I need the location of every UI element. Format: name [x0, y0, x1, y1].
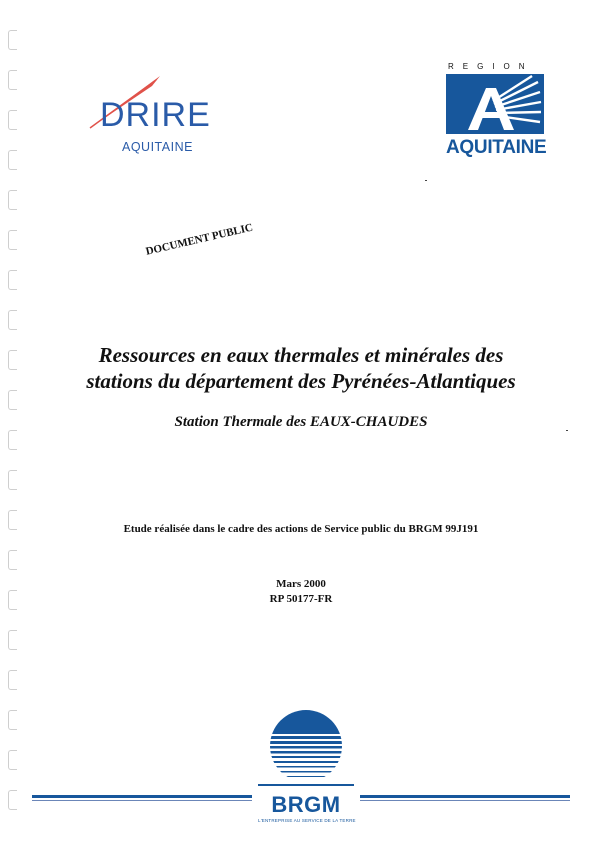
binding-ring	[8, 750, 17, 770]
binding-ring	[8, 670, 17, 690]
report-date: Mars 2000	[276, 578, 326, 590]
bottom-rule-left	[32, 795, 252, 798]
bottom-rule-right-thin	[360, 800, 570, 801]
drire-wordmark: DRIRE	[100, 96, 211, 134]
region-emblem-icon	[446, 74, 544, 134]
title-line-2: stations du département des Pyrénées-Atlantiques	[86, 369, 516, 393]
brgm-logo	[258, 708, 354, 828]
binding-ring	[8, 310, 17, 330]
bottom-rule-right	[360, 795, 570, 798]
station-subtitle: Station Thermale des EAUX-CHAUDES	[174, 414, 428, 430]
brgm-tagline: L'ENTREPRISE AU SERVICE DE LA TERRE	[258, 818, 356, 823]
binding-ring	[8, 390, 17, 410]
binding-ring	[8, 510, 17, 530]
binding-ring	[8, 270, 17, 290]
binding-ring	[8, 190, 17, 210]
region-label: REGION	[448, 62, 534, 71]
binding-ring	[8, 70, 17, 90]
brgm-globe-icon	[258, 708, 354, 792]
region-name: AQUITAINE	[446, 137, 547, 158]
binding-ring	[8, 630, 17, 650]
bottom-rule-left-thin	[32, 800, 252, 801]
study-statement: Etude réalisée dans le cadre des actions de Service public du BRGM 99J191	[123, 523, 479, 535]
binding-ring	[8, 230, 17, 250]
binding-ring	[8, 590, 17, 610]
binding-ring	[8, 110, 17, 130]
binding-ring	[8, 350, 17, 370]
binding-ring	[8, 30, 17, 50]
scan-speck	[425, 180, 427, 181]
title-line-1: Ressources en eaux thermales et minérales des	[98, 343, 504, 367]
binding-ring	[8, 430, 17, 450]
binding-ring	[8, 470, 17, 490]
binding-ring	[8, 550, 17, 570]
drire-logo	[86, 74, 216, 164]
binding-rings	[8, 30, 22, 830]
binding-ring	[8, 790, 17, 810]
region-aquitaine-logo	[440, 60, 550, 160]
drire-subtitle: AQUITAINE	[122, 140, 193, 154]
report-reference: RP 50177-FR	[269, 593, 333, 605]
binding-ring	[8, 710, 17, 730]
binding-ring	[8, 150, 17, 170]
document-public-stamp: DOCUMENT PUBLIC	[144, 221, 255, 258]
scan-speck	[566, 430, 568, 431]
brgm-wordmark: BRGM	[271, 792, 341, 817]
